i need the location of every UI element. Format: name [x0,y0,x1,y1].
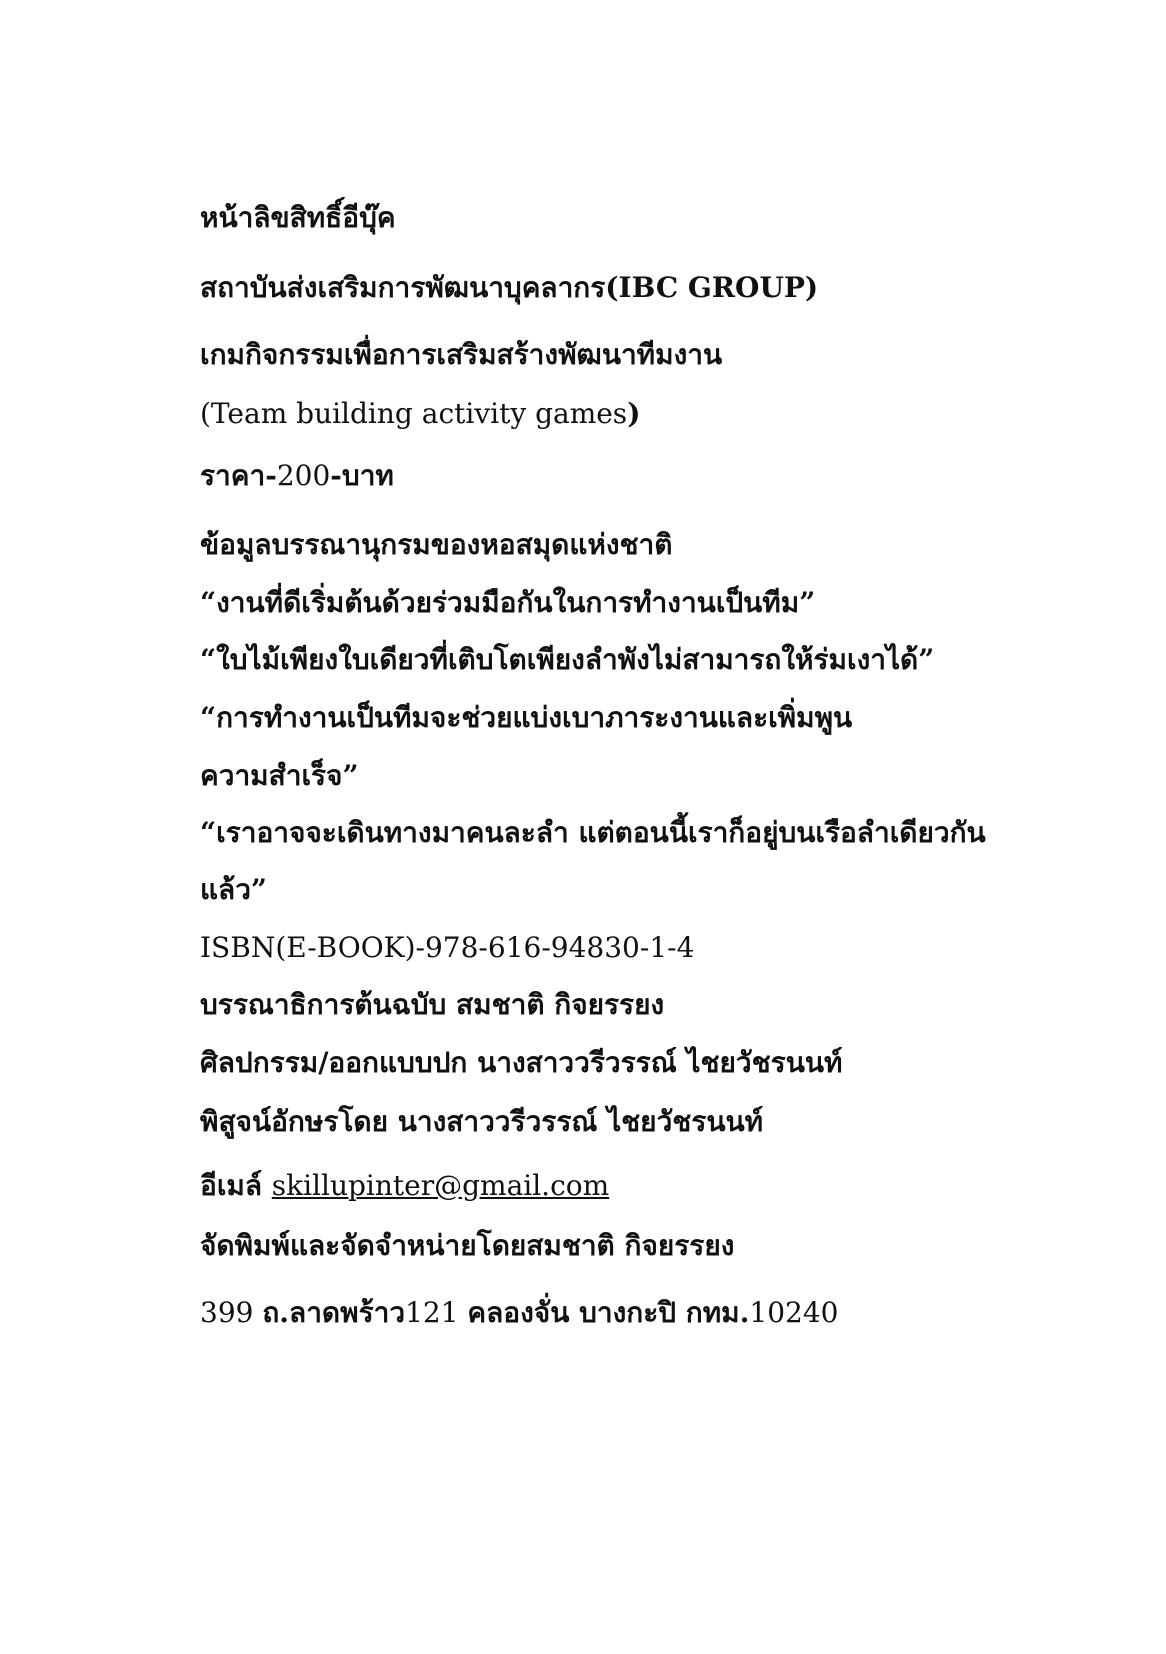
proofreader-credit: พิสูจน์อักษรโดย นางสาววรีวรรณ์ ไชยวัชรนนท์ [200,1105,764,1138]
address-line [200,1295,838,1331]
institute-name: สถาบันส่งเสริมการพัฒนาบุคลากร(IBC GROUP) [200,271,819,304]
quote-4-line-2: แล้ว” [200,873,268,906]
editor-credit: บรรณาธิการต้นฉบับ สมชาติ กิจยรรยง [200,988,665,1021]
quote-3-line-2: ความสำเร็จ” [200,759,359,792]
catalog-heading: ข้อมูลบรรณานุกรมของหอสมุดแห่งชาติ [200,528,673,561]
book-title-english-text: (Team building activity games [200,397,628,430]
quote-2: “ใบไม้เพียงใบเดียวที่เติบโตเพียงลำพังไม่สามารถให้ร่มเงาได้” [200,643,935,676]
quote-4-line-1: “เราอาจจะเดินทางมาคนละลำ แต่ตอนนี้เราก็อยู่บนเรือลำเดียวกัน [200,816,986,849]
isbn: ISBN(E-BOOK)-978-616-94830-1-4 [200,931,695,964]
address-postcode: 10240 [749,1296,839,1329]
quote-1: “งานที่ดีเริ่มต้นด้วยร่วมมือกันในการทำงานเป็นทีม” [200,586,816,619]
price-amount: 200 [276,459,331,492]
price-prefix: ราคา- [200,459,277,492]
email-link[interactable]: skillupinter@gmail.com [271,1169,610,1202]
publisher-credit: จัดพิมพ์และจัดจำหน่ายโดยสมชาติ กิจยรรยง [200,1229,735,1262]
price-line [200,458,394,494]
email-line [200,1168,609,1204]
quote-3-line-1: “การทำงานเป็นทีมจะช่วยแบ่งเบาภาระงานและเพิ่มพูน [200,701,853,734]
address-area: คลองจั่น บางกะปิ กทม. [467,1296,750,1329]
book-title-thai: เกมกิจกรรมเพื่อการเสริมสร้างพัฒนาทีมงาน [200,338,723,371]
book-title-english-close: ) [627,397,641,430]
page-title: หน้าลิขสิทธิ์อีบุ๊ค [200,201,396,234]
address-street: ถ.ลาดพร้าว [262,1296,406,1329]
email-label: อีเมล์ [200,1169,272,1202]
cover-design-credit: ศิลปกรรม/ออกแบบปก นางสาววรีวรรณ์ ไชยวัชรนนท์ [200,1046,843,1079]
address-soi: 121 [405,1296,468,1329]
price-suffix: -บาท [330,459,394,492]
book-title-english [200,396,640,432]
address-number: 399 [200,1296,263,1329]
